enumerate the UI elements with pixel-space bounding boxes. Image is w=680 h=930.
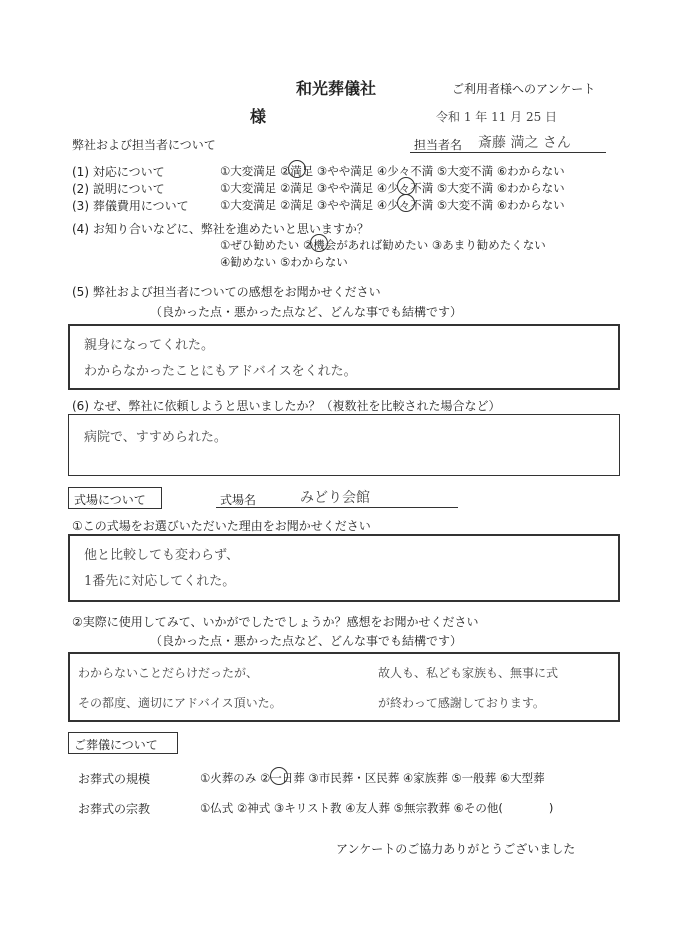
venue-label: 式場名 xyxy=(220,493,257,507)
q2-options: ①大変満足 ②満足 ③やや満足 ④少々不満 ⑤大変不満 ⑥わからない xyxy=(220,181,565,195)
funeral-heading: ご葬儀について xyxy=(74,738,158,752)
staff-label: 担当者名 xyxy=(414,138,463,152)
q1-label: (1) 対応について xyxy=(72,165,165,179)
q6-label: (6) なぜ、弊社に依頼しようと思いましたか？（複数社を比較された場合など） xyxy=(72,399,501,413)
venue-q1-answer-line1: 他と比較しても変わらず、 xyxy=(84,548,239,563)
company-name: 和光葬儀社 xyxy=(296,79,377,98)
staff-underline xyxy=(410,152,606,153)
company-section-heading: 弊社および担当者について xyxy=(72,138,216,152)
q6-answer: 病院で、すすめられた。 xyxy=(84,430,227,445)
q5-answer-line1: 親身になってくれた。 xyxy=(84,338,215,353)
q3-options: ①大変満足 ②満足 ③やや満足 ④少々不満 ⑤大変不満 ⑥わからない xyxy=(220,198,565,212)
venue-q2-subtitle: （良かった点・悪かった点など、どんな事でも結構です） xyxy=(150,634,463,648)
q5-label: (5) 弊社および担当者についての感想をお聞かせください xyxy=(72,285,381,299)
q4-label: (4) お知り合いなどに、弊社を進めたいと思いますか？ xyxy=(72,222,369,236)
q4-answer-circle xyxy=(310,234,328,252)
venue-q2-answer-left2: その都度、適切にアドバイス頂いた。 xyxy=(78,696,282,710)
footer-thanks: アンケートのご協力ありがとうございました xyxy=(336,842,576,856)
q2-answer-circle xyxy=(397,177,415,195)
q5-answer-line2: わからなかったことにもアドバイスをくれた。 xyxy=(84,364,357,379)
q1-options: ①大変満足 ②満足 ③やや満足 ④少々不満 ⑤大変不満 ⑥わからない xyxy=(220,164,565,178)
q4-options-line1: ①ぜひ勧めたい ②機会があれば勧めたい ③あまり勧めたくない xyxy=(220,238,546,252)
q1-answer-circle xyxy=(288,160,306,178)
q4-options-line2: ④勧めない ⑤わからない xyxy=(220,255,348,269)
venue-q2-label: ②実際に使用してみて、いかがでしたでしょうか？感想をお聞かせください xyxy=(72,615,479,629)
staff-name: 斎藤 満之 さん xyxy=(478,135,571,151)
survey-title: ご利用者様へのアンケート xyxy=(452,82,596,96)
q5-subtitle: （良かった点・悪かった点など、どんな事でも結構です） xyxy=(150,305,463,319)
scale-options: ①火葬のみ ②一日葬 ③市民葬・区民葬 ④家族葬 ⑤一般葬 ⑥大型葬 xyxy=(200,771,545,785)
scale-answer-circle xyxy=(270,767,288,785)
q3-answer-circle xyxy=(397,194,415,212)
survey-date: 令和 1 年 11 月 25 日 xyxy=(436,110,558,124)
honorific: 様 xyxy=(250,107,267,126)
venue-q1-answer-line2: 1番先に対応してくれた。 xyxy=(84,574,236,589)
venue-q2-answer-left1: わからないことだらけだったが、 xyxy=(78,666,259,680)
q6-answer-box xyxy=(68,414,620,476)
religion-options: ①仏式 ②神式 ③キリスト教 ④友人葬 ⑤無宗教葬 ⑥その他( ) xyxy=(200,801,554,815)
venue-heading: 式場について xyxy=(74,493,146,507)
venue-underline xyxy=(216,507,458,508)
venue-q2-answer-right2: が終わって感謝しております。 xyxy=(378,696,545,710)
scale-label: お葬式の規模 xyxy=(78,772,151,786)
venue-q1-label: ①この式場をお選びいただいた理由をお聞かせください xyxy=(72,519,371,533)
venue-q2-answer-box xyxy=(68,652,620,722)
religion-label: お葬式の宗教 xyxy=(78,802,151,816)
venue-name: みどり会館 xyxy=(300,490,370,506)
venue-q2-answer-right1: 故人も、私ども家族も、無事に式 xyxy=(378,666,559,680)
q3-label: (3) 葬儀費用について xyxy=(72,199,189,213)
q2-label: (2) 説明について xyxy=(72,182,165,196)
